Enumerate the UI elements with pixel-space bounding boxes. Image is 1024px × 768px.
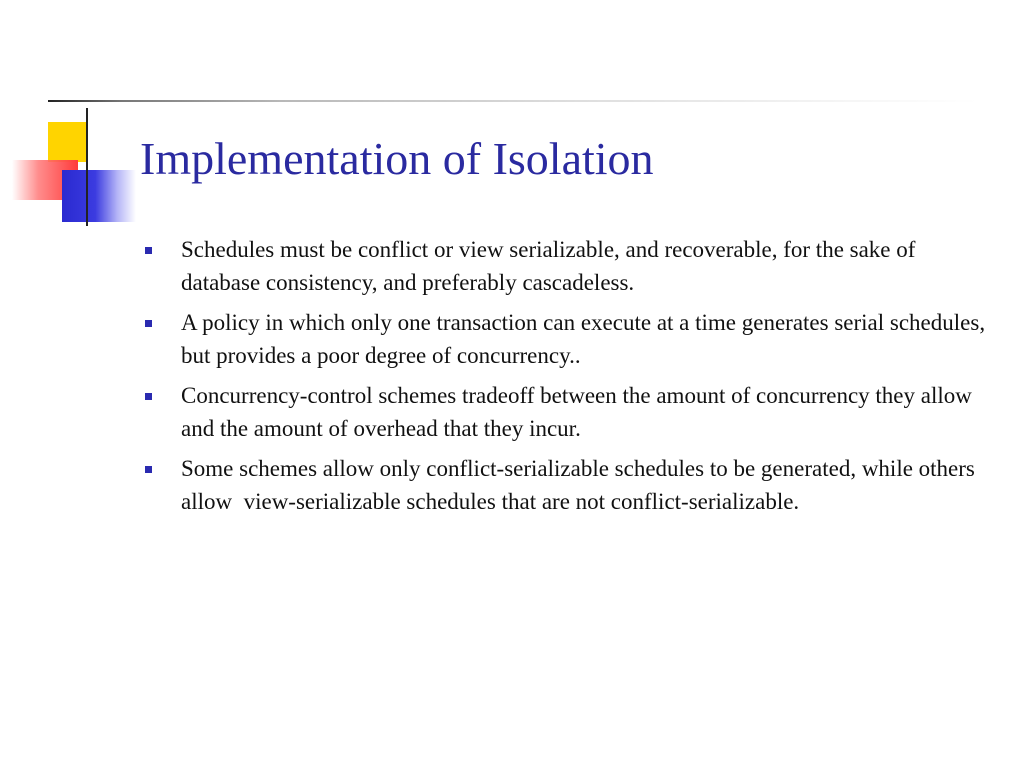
slide-logo-decoration	[0, 100, 160, 240]
bullet-text: A policy in which only one transaction can execute at a time generates serial schedules, but provides a poor degree of concurrency..	[181, 310, 991, 368]
vertical-divider-line	[86, 108, 88, 226]
bullet-item	[140, 233, 1000, 299]
blue-square-decoration	[62, 170, 136, 222]
bullet-item	[140, 379, 1000, 445]
bullet-text: Some schemes allow only conflict-serializable schedules to be generated, while others allow view-serializable schedules that are not conflict-serializable.	[181, 456, 981, 514]
title-underline-divider	[48, 100, 978, 102]
slide-title: Implementation of Isolation	[140, 133, 654, 184]
square-bullet-icon	[145, 466, 152, 473]
bullet-item	[140, 452, 1000, 518]
bullet-list	[140, 233, 1000, 525]
yellow-square-decoration	[48, 122, 88, 162]
square-bullet-icon	[145, 320, 152, 327]
square-bullet-icon	[145, 393, 152, 400]
bullet-text: Schedules must be conflict or view serializable, and recoverable, for the sake of database consistency, and preferably cascadeless.	[181, 237, 922, 295]
square-bullet-icon	[145, 247, 152, 254]
bullet-item	[140, 306, 1000, 372]
bullet-text: Concurrency-control schemes tradeoff between the amount of concurrency they allow and the amount of overhead that they incur.	[181, 383, 978, 441]
